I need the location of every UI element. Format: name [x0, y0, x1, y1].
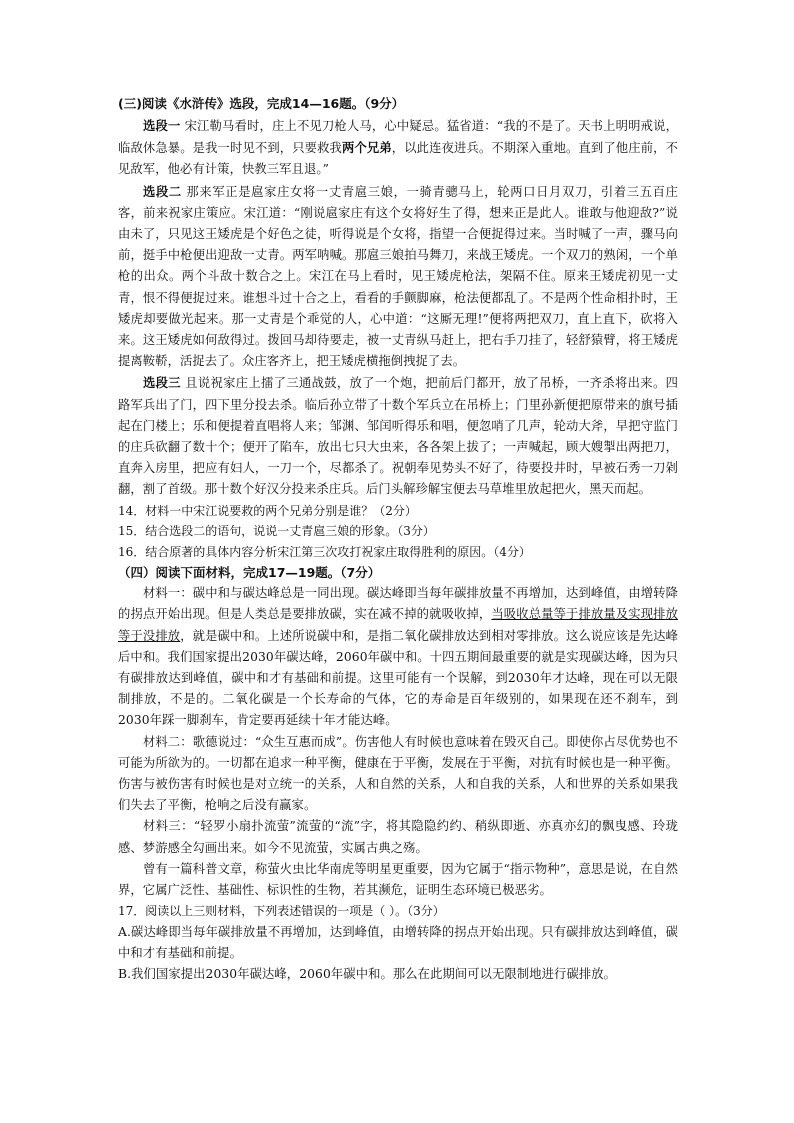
- excerpt-1-bold: 两个兄弟: [342, 140, 392, 156]
- material-2: 材料二：歌德说过：“众生互惠而成”。伤害他人有时候也意味着在毁灭自己。即使你占尽优势也不可能为所欲为的。一切都在追求一种平衡，健康在于平衡，发展在于平衡，对抗有时候也是一种平衡。伤害与被伤害有时候也是对立统一的关系，人和自然的关系，人和自我的关系，人和世界的关系如果我们失去了平衡，枪响之后没有赢家。: [118, 734, 678, 813]
- material-1: [118, 583, 678, 731]
- option-a: A.碳达峰即当每年碳排放量不再增加，达到峰值，由增转降的拐点开始出现。只有碳排放达到峰值，碳中和才有基础和前提。: [118, 924, 678, 960]
- section4-heading: （四）阅读下面材料，完成17—19题。（7分）: [118, 565, 381, 581]
- excerpt-2-text: 那来军正是扈家庄女将一丈青扈三娘，一骑青骢马上，轮两口日月双刀，引着三五百庄客，前来祝家庄策应。宋江道：“刚说扈家庄有这个女将好生了得，想来正是此人。谁敢与他迎敌?”说由未了，只见这王矮虎是个好色之徒，听得说是个女将，指望一合便捉得过来。当时喊了一声，骤马向前，挺手中枪便出迎敌一丈青。两军呐喊。那扈三娘拍马舞刀，来战王矮虎。一个双刀的熟闲，一个单枪的出众。两个斗敌十数合之上。宋江在马上看时，见王矮虎枪法，架隔不住。原来王矮虎初见一丈青，恨不得便捉过来。谁想斗过十合之上，看看的手颤脚麻，枪法便都乱了。不是两个性命相扑时，王矮虎却要做光起来。那一丈青是个乖觉的人，心中道：“这厮无理!”便将两把双刀，直上直下，砍将入来。这王矮虎如何敌得过。拨回马却待要走，被一丈青纵马赶上，把右手刀挂了，轻舒猿臂，将王矮虎提离鞍鞒，活捉去了。众庄客齐上，把王矮虎横拖倒拽捉了去。: [118, 184, 678, 369]
- excerpt-1-label: 选段一: [143, 118, 181, 133]
- question-16: 16．结合原著的具体内容分析宋江第三次攻打祝家庄取得胜利的原因。（4分）: [118, 544, 531, 559]
- material-3: 材料三：“轻罗小扇扑流萤”流萤的“流”字，将其隐隐约约、稍纵即逝、亦真亦幻的飘曳感、玲珑感、梦游感全勾画出来。如今不见流萤，实属古典之殇。: [118, 819, 678, 855]
- excerpt-1-text-end: ，以此连夜进兵。不期深入重地。直到了他庄前，不见敌军，他必有计策，快教三军且退。”: [118, 141, 678, 177]
- question-15: 15．结合选段二的语句，说说一丈青扈三娘的形象。（3分）: [118, 524, 435, 539]
- material-1-text: 材料一：碳中和与碳达峰总是一同出现。碳达峰即当每年碳排放量不再增加，达到峰值，由增转降的拐点开始出现。但是人类总是要排放碳，实在减不掉的就吸收掉，: [118, 586, 678, 622]
- excerpt-3-label: 选段三: [143, 375, 181, 391]
- question-14: 14．材料一中宋江说要救的两个兄弟分别是谁？（2分）: [118, 503, 417, 518]
- material-1-underlined: 当吸收总量等于排放量及实现排放等于没排放: [118, 607, 678, 643]
- excerpt-3: [118, 372, 678, 500]
- exam-page: [118, 93, 678, 985]
- question-17: 17．阅读以上三则材料，下列表述错误的一项是（ ）。（3分）: [118, 904, 445, 919]
- excerpt-1-text: 宋江勒马看时，庄上不见刀枪人马，心中疑忌。猛省道：“我的不是了。天书上明明戒说，临敌休急暴。是我一时见不到，只要救我: [118, 119, 678, 156]
- option-b: B.我们国家提出2030年碳达峰，2060年碳中和。那么在此期间可以无限制地进行碳排放。: [118, 967, 617, 982]
- excerpt-2-label: 选段二: [143, 183, 182, 199]
- section3-heading: (三)阅读《水浒传》选段，完成14—16题。（9分）: [118, 96, 405, 111]
- excerpt-2: [118, 181, 678, 373]
- material-extra: 曾有一篇科普文章，称萤火虫比华南虎等明星更重要，因为它属于“指示物种”，意思是说，在自然界，它属广泛性、基础性、标识性的生物，若其濒危，证明生态环境已极恶劣。: [118, 861, 678, 897]
- excerpt-3-text: 且说祝家庄上擂了三通战鼓，放了一个炮，把前后门都开，放了吊桥，一齐杀将出来。四路军兵出了门，四下里分投去杀。临后孙立带了十数个军兵立在吊桥上；门里孙新便把原带来的旗号插起在门楼上；乐和便提着直唱将人来；邹渊、邹闰听得乐和唱，便忽哨了几声，轮动大斧，早把守监门的庄兵砍翻了数十个；便开了陷车，放出七只大虫来，各各架上拔了；一声喊起，顾大嫂掣出两把刀，直奔入房里，把应有妇人，一刀一个，尽都杀了。祝朝奉见势头不好了，待要投井时，早被石秀一刀剁翻，割了首级。那十数个好汉分投来杀庄兵。后门头解珍解宝便去马草堆里放起把火，黑天而起。: [118, 376, 678, 497]
- excerpt-1: [118, 115, 678, 181]
- material-1-text-end: ，就是碳中和。上述所说碳中和，是指二氧化碳排放达到相对零排放。这么说应该是先达峰后中和。我们国家提出2030年碳达峰，2060年碳中和。十四五期间最重要的就是实现碳达峰，因为只有碳排放达到峰值，碳中和才有基础和前提。这里可能有一个误解，到2030年才达峰，现在可以无限制排放，不是的。二氧化碳是一个长寿命的气体，它的寿命是百年级别的，如果现在还不刹车，到2030年踩一脚刹车，肯定要再延续十年才能达峰。: [118, 628, 678, 728]
